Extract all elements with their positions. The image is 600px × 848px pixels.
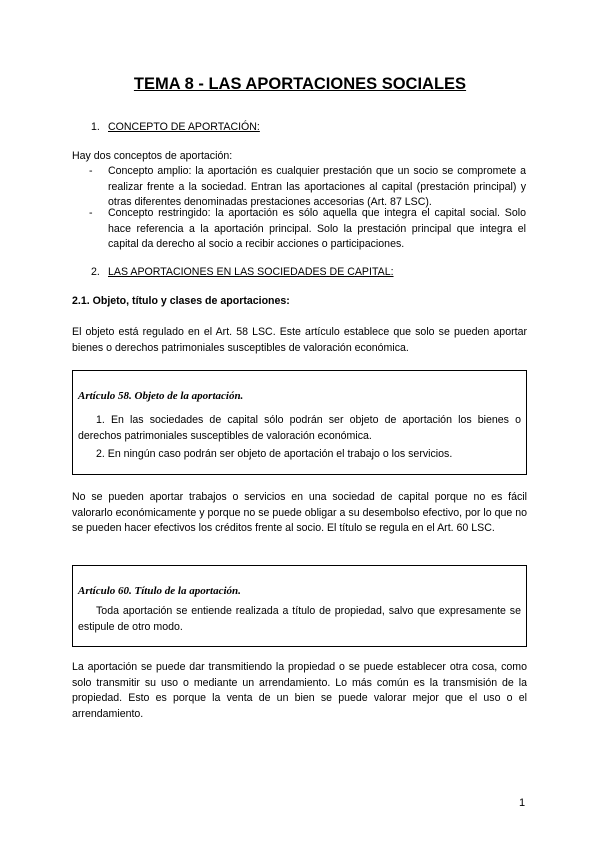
article-60-box (72, 565, 527, 647)
article-60-paragraph: Toda aportación se entiende realizada a título de propiedad, salvo que expresamente se estipule de otro modo. (78, 605, 521, 633)
article-60-title: Artículo 60. Título de la aportación. (78, 585, 241, 597)
article-58-paragraph-1: 1. En las sociedades de capital sólo podrán ser objeto de aportación los bienes o derechos patrimoniales susceptibles de valoración económica. (78, 414, 521, 442)
list-bullet: - (89, 207, 93, 219)
article-58-box (72, 370, 527, 475)
paragraph-transmision: La aportación se puede dar transmitiendo la propiedad o se puede establecer otra cosa, como solo transmitir su uso o mediante un arrendamiento. Lo más común es la transmisión de la propiedad. Esto es porque la venta de un bien se puede valorar mejor que el uso o el arrendamiento. (72, 661, 527, 720)
list-bullet: - (89, 165, 93, 177)
section-2-heading: LAS APORTACIONES EN LAS SOCIEDADES DE CAPITAL: (108, 266, 394, 278)
list-item-concepto-amplio: Concepto amplio: la aportación es cualquier prestación que un socio se compromete a realizar frente a la sociedad. Entran las aportaciones al capital (prestación principal) y otras diferentes denominadas prestaciones accesorias (Art. 87 LSC). (108, 165, 526, 208)
page-title: TEMA 8 - LAS APORTACIONES SOCIALES (133, 75, 467, 93)
page-number: 1 (519, 797, 526, 809)
subsection-2-1-heading: 2.1. Objeto, título y clases de aportaciones: (72, 295, 290, 307)
section-1-intro: Hay dos conceptos de aportación: (72, 150, 233, 162)
list-item-concepto-restringido: Concepto restringido: la aportación es sólo aquella que integra el capital social. Solo hace referencia a la aportación principal. Solo la prestación principal que integra el capital da derecho al socio a recibir acciones o participaciones. (108, 207, 526, 250)
article-58-paragraph-2: 2. En ningún caso podrán ser objeto de aportación el trabajo o los servicios. (96, 448, 453, 460)
section-2-number: 2. (91, 266, 100, 278)
section-1-heading: CONCEPTO DE APORTACIÓN: (108, 121, 260, 133)
paragraph-objeto: El objeto está regulado en el Art. 58 LSC. Este artículo establece que solo se pueden aportar bienes o derechos patrimoniales susceptibles de valoración económica. (72, 326, 527, 354)
paragraph-trabajos-servicios: No se pueden aportar trabajos o servicios en una sociedad de capital porque no es fácil valorarlo económicamente y porque no se puede obligar a su desembolso efectivo, por lo que no se pueden hacer efectivos los créditos frente al socio. El título se regula en el Art. 60 LSC. (72, 491, 527, 534)
article-58-title: Artículo 58. Objeto de la aportación. (78, 390, 244, 402)
section-1-number: 1. (91, 121, 100, 133)
